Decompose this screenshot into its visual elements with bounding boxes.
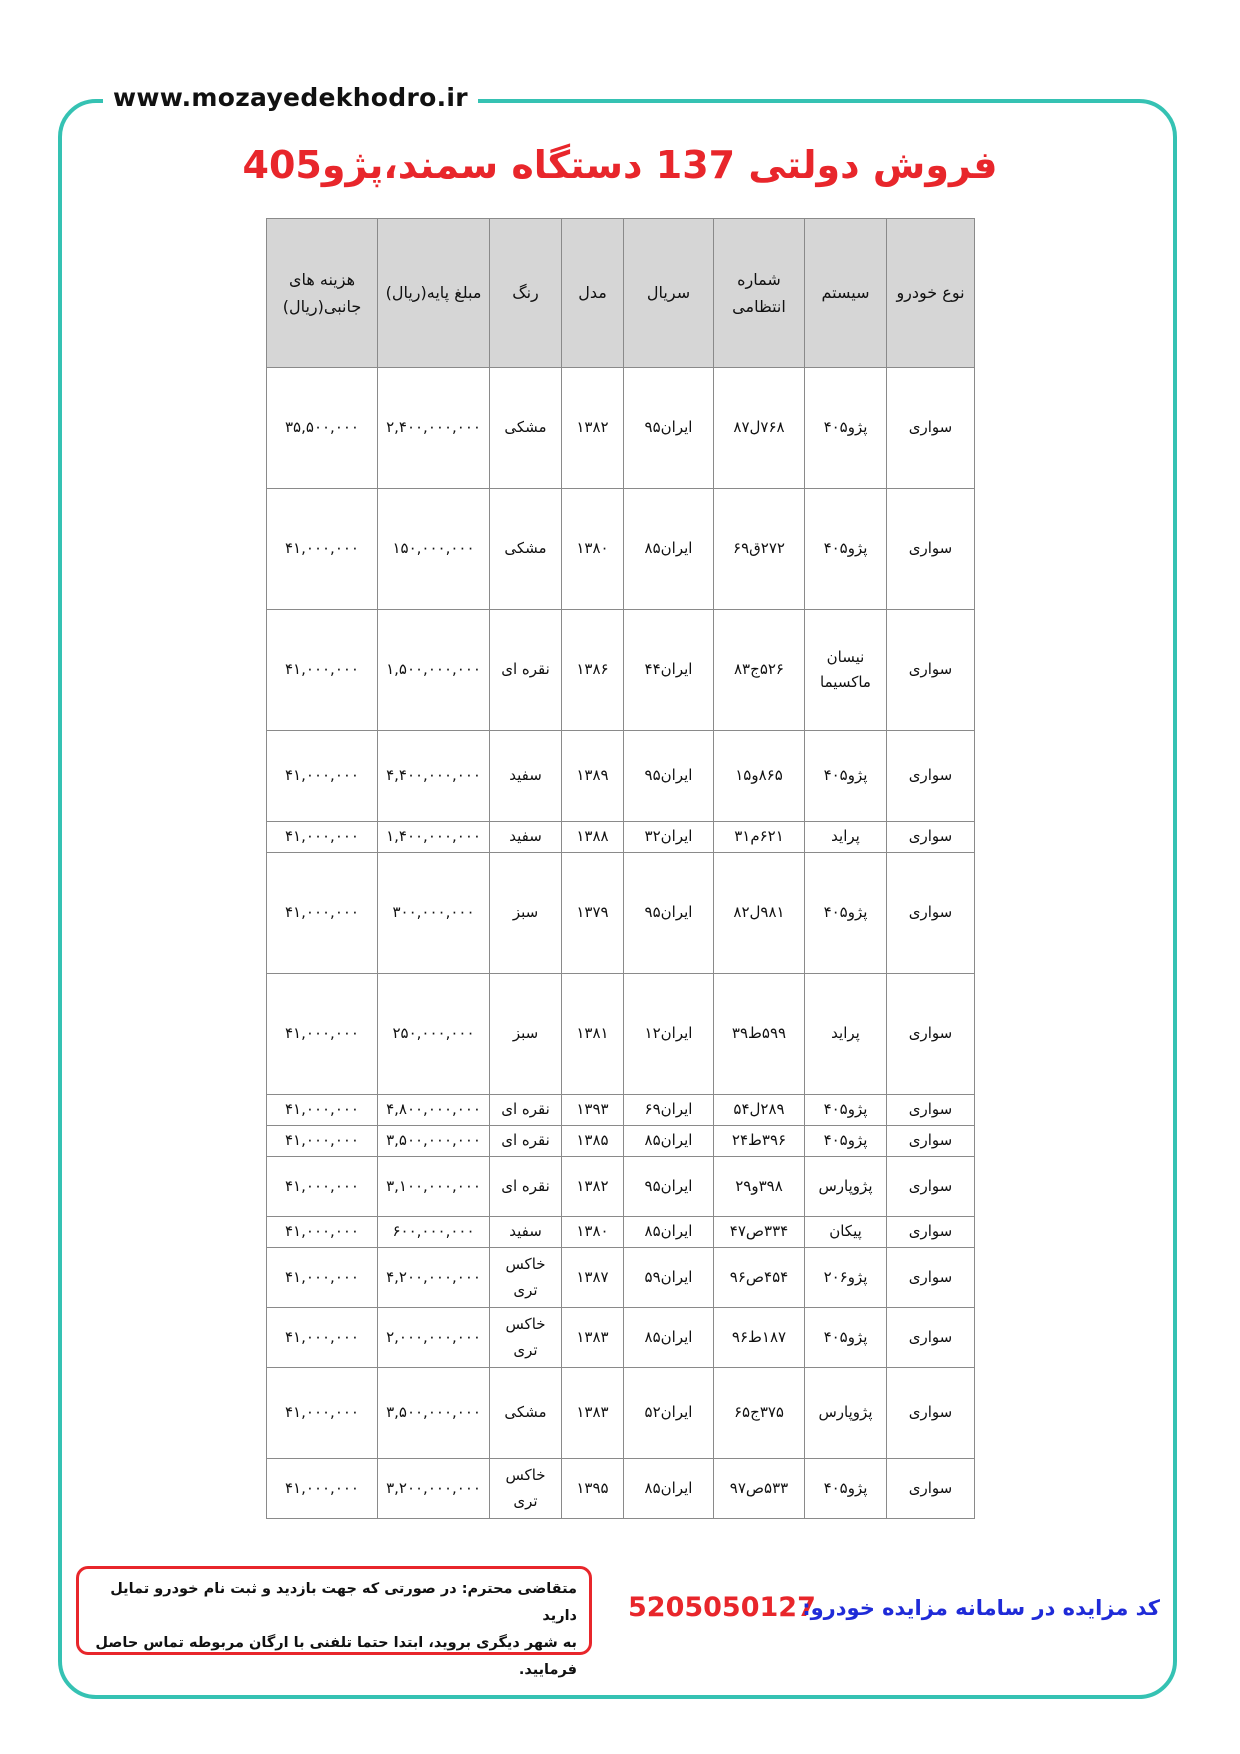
table-cell: سفید [490,731,562,822]
column-header: مبلغ پایه(ریال) [378,219,490,368]
column-header: سیستم [805,219,887,368]
table-cell: پژو۴۰۵ [805,368,887,489]
table-cell: ایران۸۵ [624,1126,714,1157]
table-row [267,1157,975,1217]
column-header: سریال [624,219,714,368]
table-cell: ۳۳۴ص۴۷ [714,1217,805,1248]
table-cell: سواری [887,853,975,974]
table-cell: پژو۴۰۵ [805,1308,887,1368]
table-cell: سواری [887,489,975,610]
table-cell: مشکی [490,1368,562,1459]
table-cell: ۴۱,۰۰۰,۰۰۰ [267,1308,378,1368]
table-cell: ۳,۵۰۰,۰۰۰,۰۰۰ [378,1368,490,1459]
table-cell: ۲,۰۰۰,۰۰۰,۰۰۰ [378,1308,490,1368]
visitor-notice [76,1566,592,1678]
table-cell: ۳,۱۰۰,۰۰۰,۰۰۰ [378,1157,490,1217]
table-cell: ایران۹۵ [624,1157,714,1217]
table-cell: ۴۱,۰۰۰,۰۰۰ [267,822,378,853]
table-row [267,1308,975,1368]
table-cell: ۴۱,۰۰۰,۰۰۰ [267,731,378,822]
table-cell: ۴۱,۰۰۰,۰۰۰ [267,1217,378,1248]
table-cell: ۳,۵۰۰,۰۰۰,۰۰۰ [378,1126,490,1157]
table-cell: ۱۳۸۱ [562,974,624,1095]
table-cell: سبز [490,853,562,974]
table-cell: ۴۱,۰۰۰,۰۰۰ [267,1157,378,1217]
table-cell: سواری [887,368,975,489]
table-cell: ایران۵۲ [624,1368,714,1459]
notice-line: به شهر دیگری بروید، ابتدا حتما تلفنی با ارگان مربوطه تماس حاصل فرمایید. [95,1635,577,1678]
table-cell: ایران۶۹ [624,1095,714,1126]
table-body [267,368,975,1519]
table-cell: مشکی [490,489,562,610]
table-cell: پیکان [805,1217,887,1248]
table-row [267,489,975,610]
table-cell: سواری [887,822,975,853]
table-cell: ۳,۲۰۰,۰۰۰,۰۰۰ [378,1459,490,1519]
column-header: هزینه های جانبی(ریال) [267,219,378,368]
table-cell: ۱,۵۰۰,۰۰۰,۰۰۰ [378,610,490,731]
table-cell: نقره ای [490,1095,562,1126]
table-cell: ایران۳۲ [624,822,714,853]
table-cell: پراید [805,822,887,853]
table-cell: خاکس تری [490,1248,562,1308]
table-cell: ۲۷۲ق۶۹ [714,489,805,610]
table-cell: ایران۴۴ [624,610,714,731]
table-cell: ۴۱,۰۰۰,۰۰۰ [267,1248,378,1308]
table-cell: سواری [887,1308,975,1368]
table-cell: ۲۸۹ل۵۴ [714,1095,805,1126]
table-cell: ۱۳۸۲ [562,368,624,489]
table-cell: سواری [887,1126,975,1157]
table-cell: سبز [490,974,562,1095]
table-cell: ایران۸۵ [624,1217,714,1248]
site-url: www.mozayedekhodro.ir [103,80,478,116]
table-cell: ۳۰۰,۰۰۰,۰۰۰ [378,853,490,974]
table-cell: ۲,۴۰۰,۰۰۰,۰۰۰ [378,368,490,489]
table-cell: ۱۳۸۷ [562,1248,624,1308]
table-cell: ۹۸۱ل۸۲ [714,853,805,974]
table-cell: پژو۴۰۵ [805,489,887,610]
table-cell: نیسان ماکسیما [805,610,887,731]
table-cell: سواری [887,1157,975,1217]
table-cell: ۵۹۹ط۳۹ [714,974,805,1095]
table-cell: پژو۲۰۶ [805,1248,887,1308]
column-header: نوع خودرو [887,219,975,368]
table-row [267,1368,975,1459]
column-header: رنگ [490,219,562,368]
table-cell: سواری [887,610,975,731]
table-cell: پژو۴۰۵ [805,1459,887,1519]
table-cell: ایران۹۵ [624,368,714,489]
table-cell: ۴,۲۰۰,۰۰۰,۰۰۰ [378,1248,490,1308]
table-cell: مشکی [490,368,562,489]
table-cell: پژوپارس [805,1157,887,1217]
table-cell: سواری [887,1217,975,1248]
table-cell: ۱۳۷۹ [562,853,624,974]
table-cell: ۵۲۶ج۸۳ [714,610,805,731]
table-cell: ۱۳۸۰ [562,1217,624,1248]
table-cell: ۴۱,۰۰۰,۰۰۰ [267,1095,378,1126]
table-cell: ۵۳۳ص۹۷ [714,1459,805,1519]
table-cell: ۳۷۵ج۶۵ [714,1368,805,1459]
table-cell: ۱۳۸۶ [562,610,624,731]
table-cell: خاکس تری [490,1308,562,1368]
table-row [267,1126,975,1157]
table-cell: ۲۵۰,۰۰۰,۰۰۰ [378,974,490,1095]
table-cell: سواری [887,1248,975,1308]
table-cell: پژو۴۰۵ [805,731,887,822]
table-cell: ۳۹۶ط۲۴ [714,1126,805,1157]
page-title: فروش دولتی 137 دستگاه سمند،پژو405 [242,143,998,187]
table-cell: ۴۱,۰۰۰,۰۰۰ [267,853,378,974]
table-cell: ۷۶۸ل۸۷ [714,368,805,489]
table-cell: خاکس تری [490,1459,562,1519]
table-cell: ایران۵۹ [624,1248,714,1308]
table-row [267,368,975,489]
table-cell: ۱۸۷ط۹۶ [714,1308,805,1368]
table-cell: ۱۳۸۲ [562,1157,624,1217]
table-cell: ۴۱,۰۰۰,۰۰۰ [267,1368,378,1459]
table-cell: سواری [887,1095,975,1126]
table-cell: ۴۱,۰۰۰,۰۰۰ [267,974,378,1095]
table-cell: ۴۱,۰۰۰,۰۰۰ [267,489,378,610]
table-header-row [267,219,975,368]
table-row [267,853,975,974]
table-cell: سواری [887,731,975,822]
table-cell: سفید [490,822,562,853]
table-cell: ایران۹۵ [624,853,714,974]
table-cell: ۶۲۱م۳۱ [714,822,805,853]
table-cell: ۱۳۸۰ [562,489,624,610]
table-cell: ۸۶۵و۱۵ [714,731,805,822]
column-header: مدل [562,219,624,368]
table-cell: پژو۴۰۵ [805,1126,887,1157]
table-row [267,731,975,822]
table-cell: ۴۱,۰۰۰,۰۰۰ [267,610,378,731]
table-row [267,1095,975,1126]
table-cell: ایران۸۵ [624,489,714,610]
table-cell: ۱۳۸۵ [562,1126,624,1157]
table-cell: سواری [887,974,975,1095]
auction-code-label: کد مزایده در سامانه مزایده خودرو: [802,1596,1160,1620]
table-cell: ۱۳۸۸ [562,822,624,853]
table-cell: نقره ای [490,1126,562,1157]
table-row [267,610,975,731]
table-cell: پراید [805,974,887,1095]
table-cell: سواری [887,1459,975,1519]
table-cell: ۳۹۸و۲۹ [714,1157,805,1217]
table-row [267,1459,975,1519]
table-cell: ۱۳۸۳ [562,1368,624,1459]
column-header: شماره انتظامی [714,219,805,368]
table-cell: پژو۴۰۵ [805,1095,887,1126]
table-cell: ۴,۴۰۰,۰۰۰,۰۰۰ [378,731,490,822]
table-cell: ۴۱,۰۰۰,۰۰۰ [267,1126,378,1157]
table-cell: ۱۳۸۳ [562,1308,624,1368]
table-cell: نقره ای [490,1157,562,1217]
table-cell: ۱۳۸۹ [562,731,624,822]
table-cell: ۱,۴۰۰,۰۰۰,۰۰۰ [378,822,490,853]
table-cell: سواری [887,1368,975,1459]
table-cell: ۱۳۹۳ [562,1095,624,1126]
table-cell: ایران۸۵ [624,1308,714,1368]
table-row [267,974,975,1095]
table-cell: ۱۵۰,۰۰۰,۰۰۰ [378,489,490,610]
table-cell: ۴۱,۰۰۰,۰۰۰ [267,1459,378,1519]
table-cell: ۴,۸۰۰,۰۰۰,۰۰۰ [378,1095,490,1126]
table-cell: پژو۴۰۵ [805,853,887,974]
table-row [267,1217,975,1248]
table-cell: ایران۸۵ [624,1459,714,1519]
table-cell: ایران۹۵ [624,731,714,822]
table-cell: ۴۵۴ص۹۶ [714,1248,805,1308]
table-row [267,822,975,853]
table-cell: ۶۰۰,۰۰۰,۰۰۰ [378,1217,490,1248]
table-cell: سفید [490,1217,562,1248]
table-cell: نقره ای [490,610,562,731]
vehicle-table [266,218,975,1519]
auction-code-value: 5205050127 [628,1592,816,1623]
table-cell: ۳۵,۵۰۰,۰۰۰ [267,368,378,489]
table-cell: ۱۳۹۵ [562,1459,624,1519]
table-cell: پژوپارس [805,1368,887,1459]
table-cell: ایران۱۲ [624,974,714,1095]
notice-line: متقاضی محترم: در صورتی که جهت بازدید و ثبت نام خودرو تمایل دارید [110,1581,577,1624]
table-row [267,1248,975,1308]
